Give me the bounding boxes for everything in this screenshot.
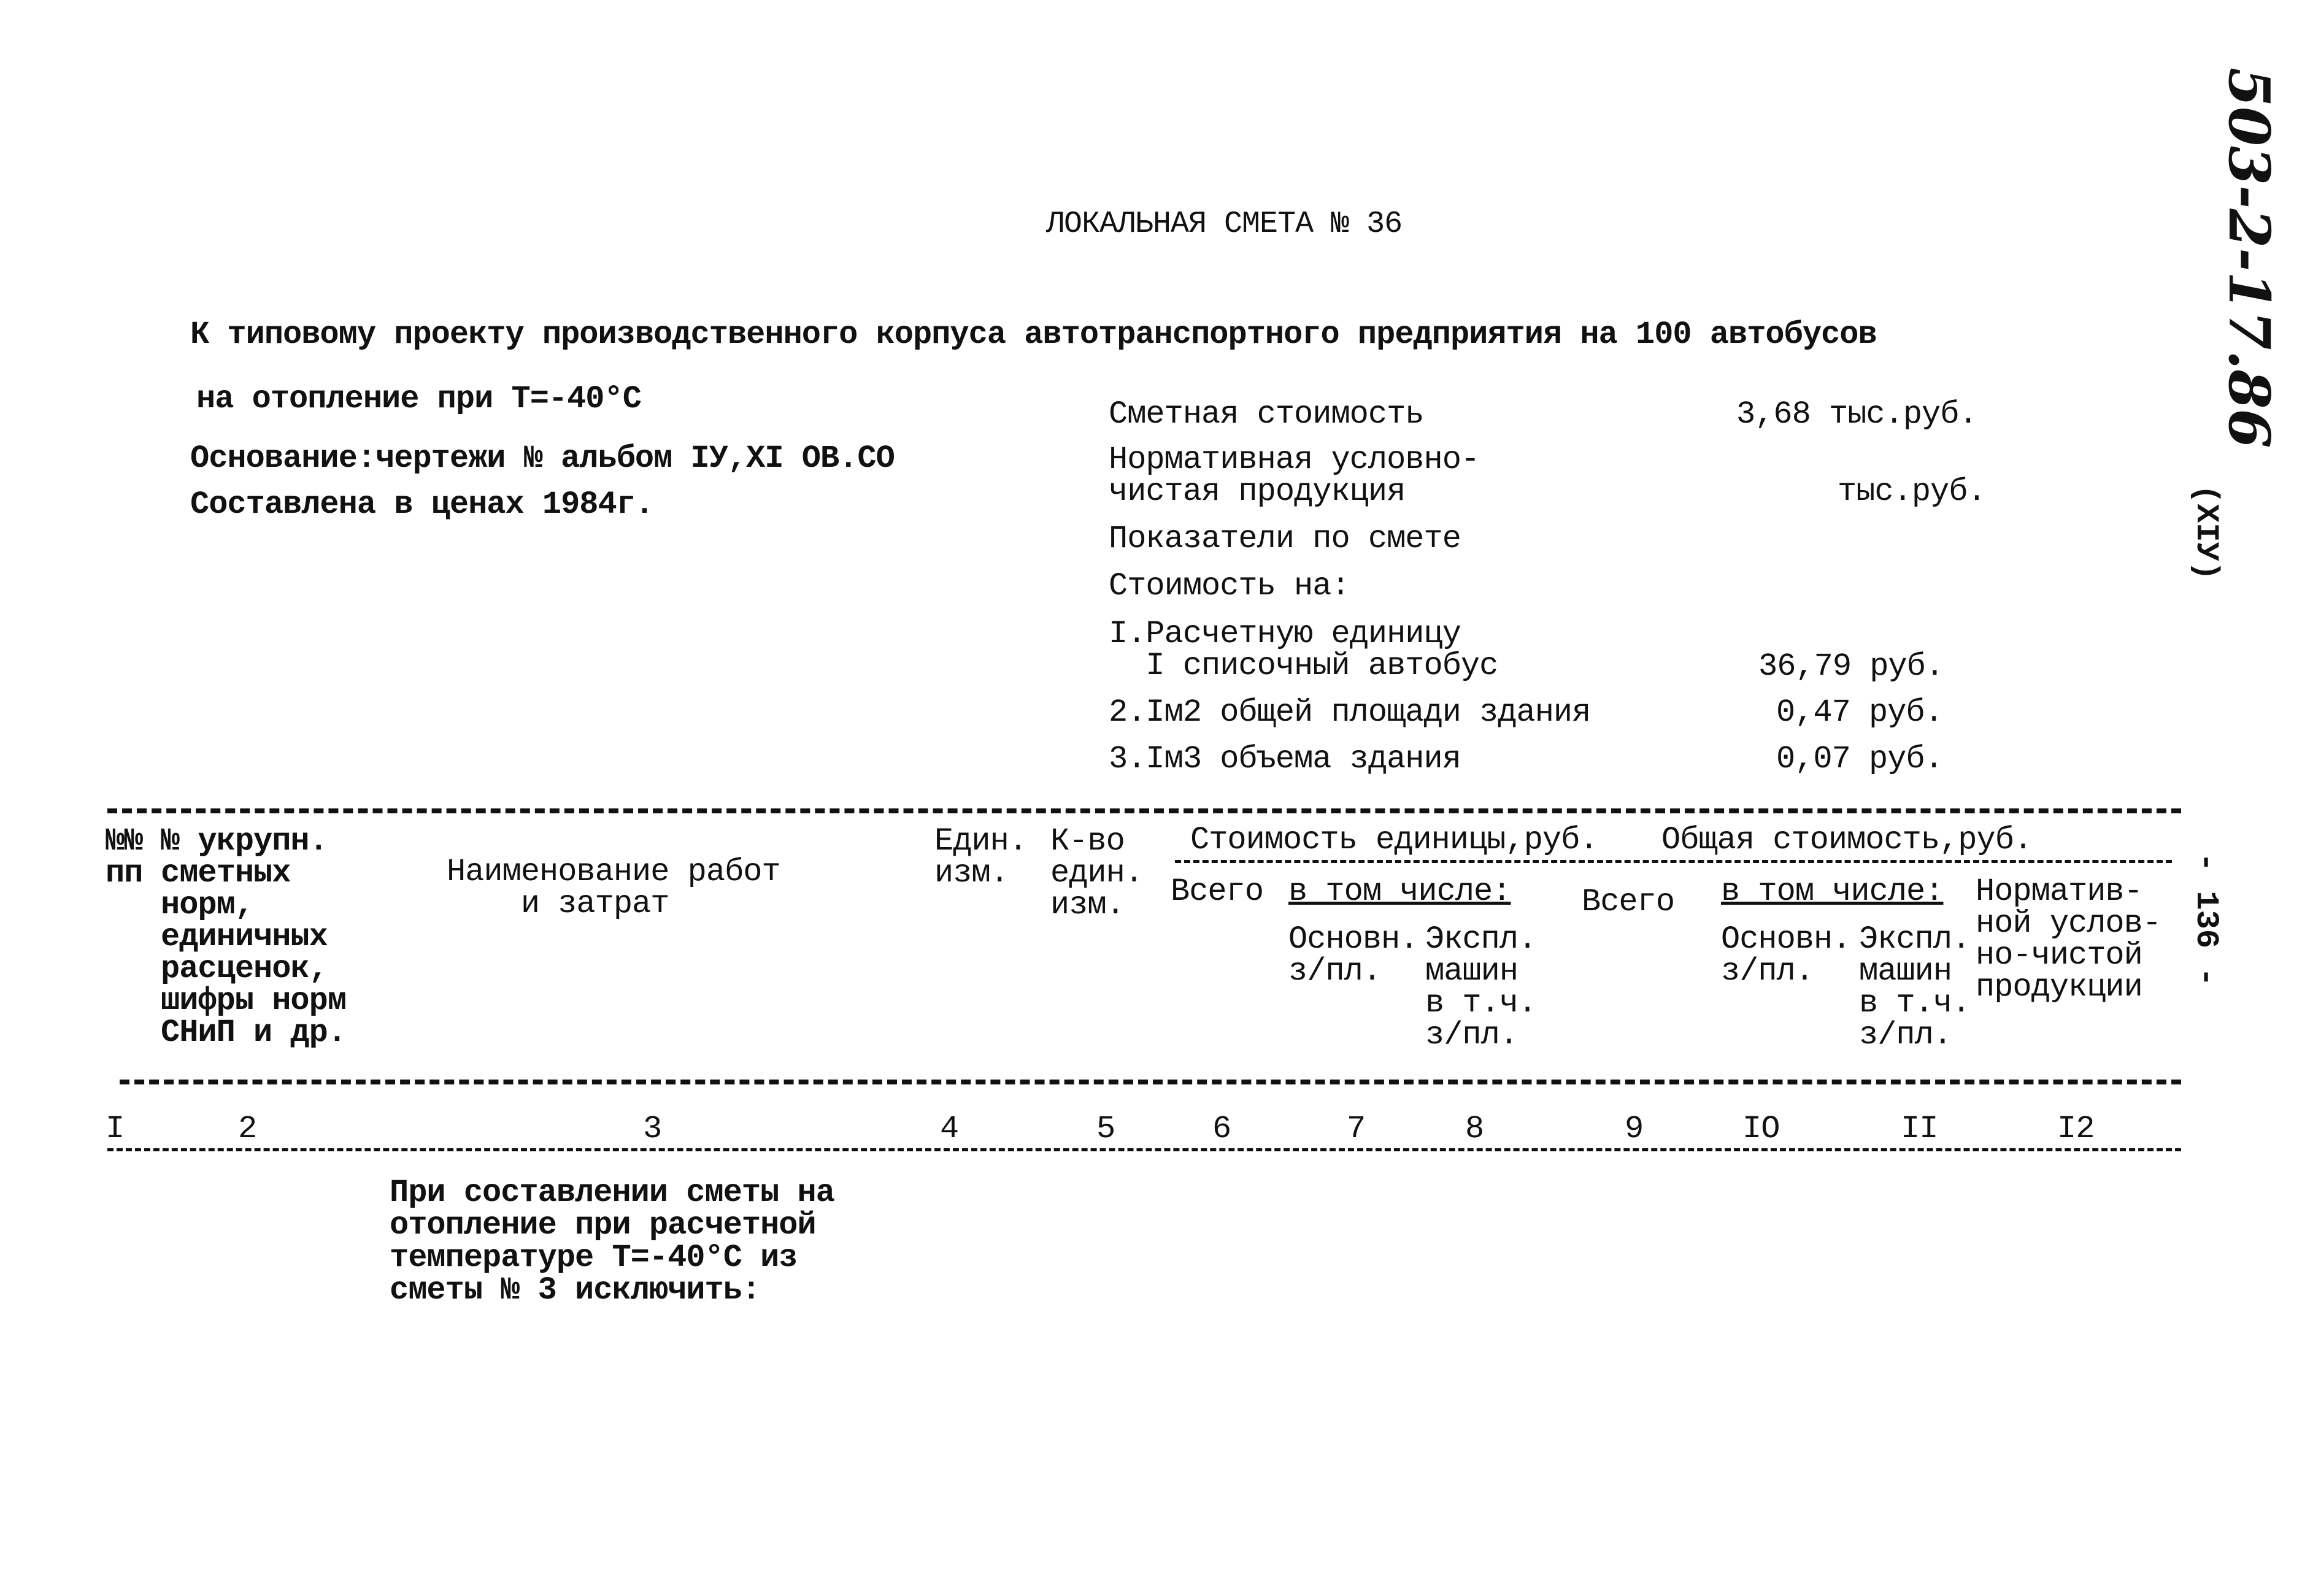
header-total-including: в том числе: bbox=[1721, 873, 1944, 910]
net-product-label: Нормативная условно- чистая продукция bbox=[1109, 442, 1480, 510]
cost-per-m3-label: 3.Iм3 объема здания bbox=[1109, 741, 1461, 777]
header-quantity: К-во един. изм. bbox=[1050, 823, 1144, 923]
column-number: II bbox=[1901, 1111, 1938, 1147]
intro-prices-line: Составлена в ценах 1984г. bbox=[190, 486, 654, 523]
header-unit-cost-group: Стоимость единицы,руб. bbox=[1190, 822, 1598, 858]
net-product-value: тыс.руб. bbox=[1838, 474, 1986, 510]
header-unit-machine-cost: Экспл. машин в т.ч. з/пл. bbox=[1425, 921, 1537, 1053]
header-net-product: Норматив- ной услов- но-чистой продукции bbox=[1976, 873, 2161, 1005]
cost-per-bus-label: I.Расчетную единицу I списочный автобус bbox=[1109, 616, 1498, 684]
column-number: 4 bbox=[940, 1111, 959, 1147]
exclusion-note: При составлении сметы на отопление при расчетной температуре Т=-40°С из сметы № 3 исключить: bbox=[390, 1175, 834, 1308]
volume-number: (XIУ) bbox=[2188, 485, 2224, 581]
cost-per-m3-value: 0,07 руб. bbox=[1776, 741, 1943, 777]
header-total-machine-cost: Экспл. машин в т.ч. з/пл. bbox=[1859, 921, 1971, 1053]
table-top-rule bbox=[107, 808, 2181, 813]
header-norm-code: № укрупн. сметных норм, единичных расценок, шифры норм СНиП и др. bbox=[161, 823, 347, 1051]
cost-per-label: Стоимость на: bbox=[1109, 568, 1350, 604]
estimated-cost-label: Сметная стоимость bbox=[1109, 396, 1424, 432]
group-underline bbox=[1175, 860, 2172, 863]
header-unit-total: Всего bbox=[1171, 873, 1264, 910]
cost-per-m2-value: 0,47 руб. bbox=[1776, 694, 1943, 731]
column-number: 6 bbox=[1212, 1111, 1231, 1147]
header-total-cost-group: Общая стоимость,руб. bbox=[1661, 822, 2033, 858]
indicators-label: Показатели по смете bbox=[1109, 521, 1461, 557]
page-number: - 136 - bbox=[2188, 853, 2224, 987]
column-number: 5 bbox=[1096, 1111, 1115, 1147]
column-numbers-rule bbox=[107, 1148, 2181, 1151]
header-unit-base-wage: Основн. з/пл. bbox=[1288, 921, 1418, 989]
column-number: I2 bbox=[2057, 1111, 2095, 1147]
column-number: IO bbox=[1742, 1111, 1780, 1147]
handwritten-project-code: 503-2-17.86 bbox=[2216, 67, 2282, 448]
column-number: 3 bbox=[643, 1111, 662, 1147]
cost-per-bus-value: 36,79 руб. bbox=[1758, 648, 1944, 685]
header-unit-including: в том числе: bbox=[1288, 873, 1511, 910]
estimated-cost-value: 3,68 тыс.руб. bbox=[1736, 396, 1977, 432]
column-number: I bbox=[106, 1111, 125, 1147]
header-unit: Един. изм. bbox=[934, 823, 1028, 891]
column-number: 2 bbox=[238, 1111, 257, 1147]
document-title: ЛОКАЛЬНАЯ СМЕТА № 36 bbox=[1046, 207, 1403, 242]
column-number: 7 bbox=[1347, 1111, 1366, 1147]
header-work-name: Наименование работ и затрат bbox=[447, 854, 780, 922]
column-number: 8 bbox=[1465, 1111, 1484, 1147]
column-number: 9 bbox=[1625, 1111, 1644, 1147]
table-header-rule bbox=[120, 1080, 2181, 1084]
intro-basis-line: Основание:чертежи № альбом IУ,XI ОВ.СО bbox=[190, 440, 895, 477]
header-total-total: Всего bbox=[1582, 884, 1675, 920]
intro-project-line: К типовому проекту производственного корпуса автотранспортного предприятия на 100 автобусов bbox=[190, 317, 1877, 353]
cost-per-m2-label: 2.Iм2 общей площади здания bbox=[1109, 694, 1591, 731]
header-total-base-wage: Основн. з/пл. bbox=[1721, 921, 1851, 989]
header-row-number: №№ пп bbox=[106, 823, 143, 891]
intro-heating-line: на отопление при Т=-40°С bbox=[196, 381, 641, 417]
